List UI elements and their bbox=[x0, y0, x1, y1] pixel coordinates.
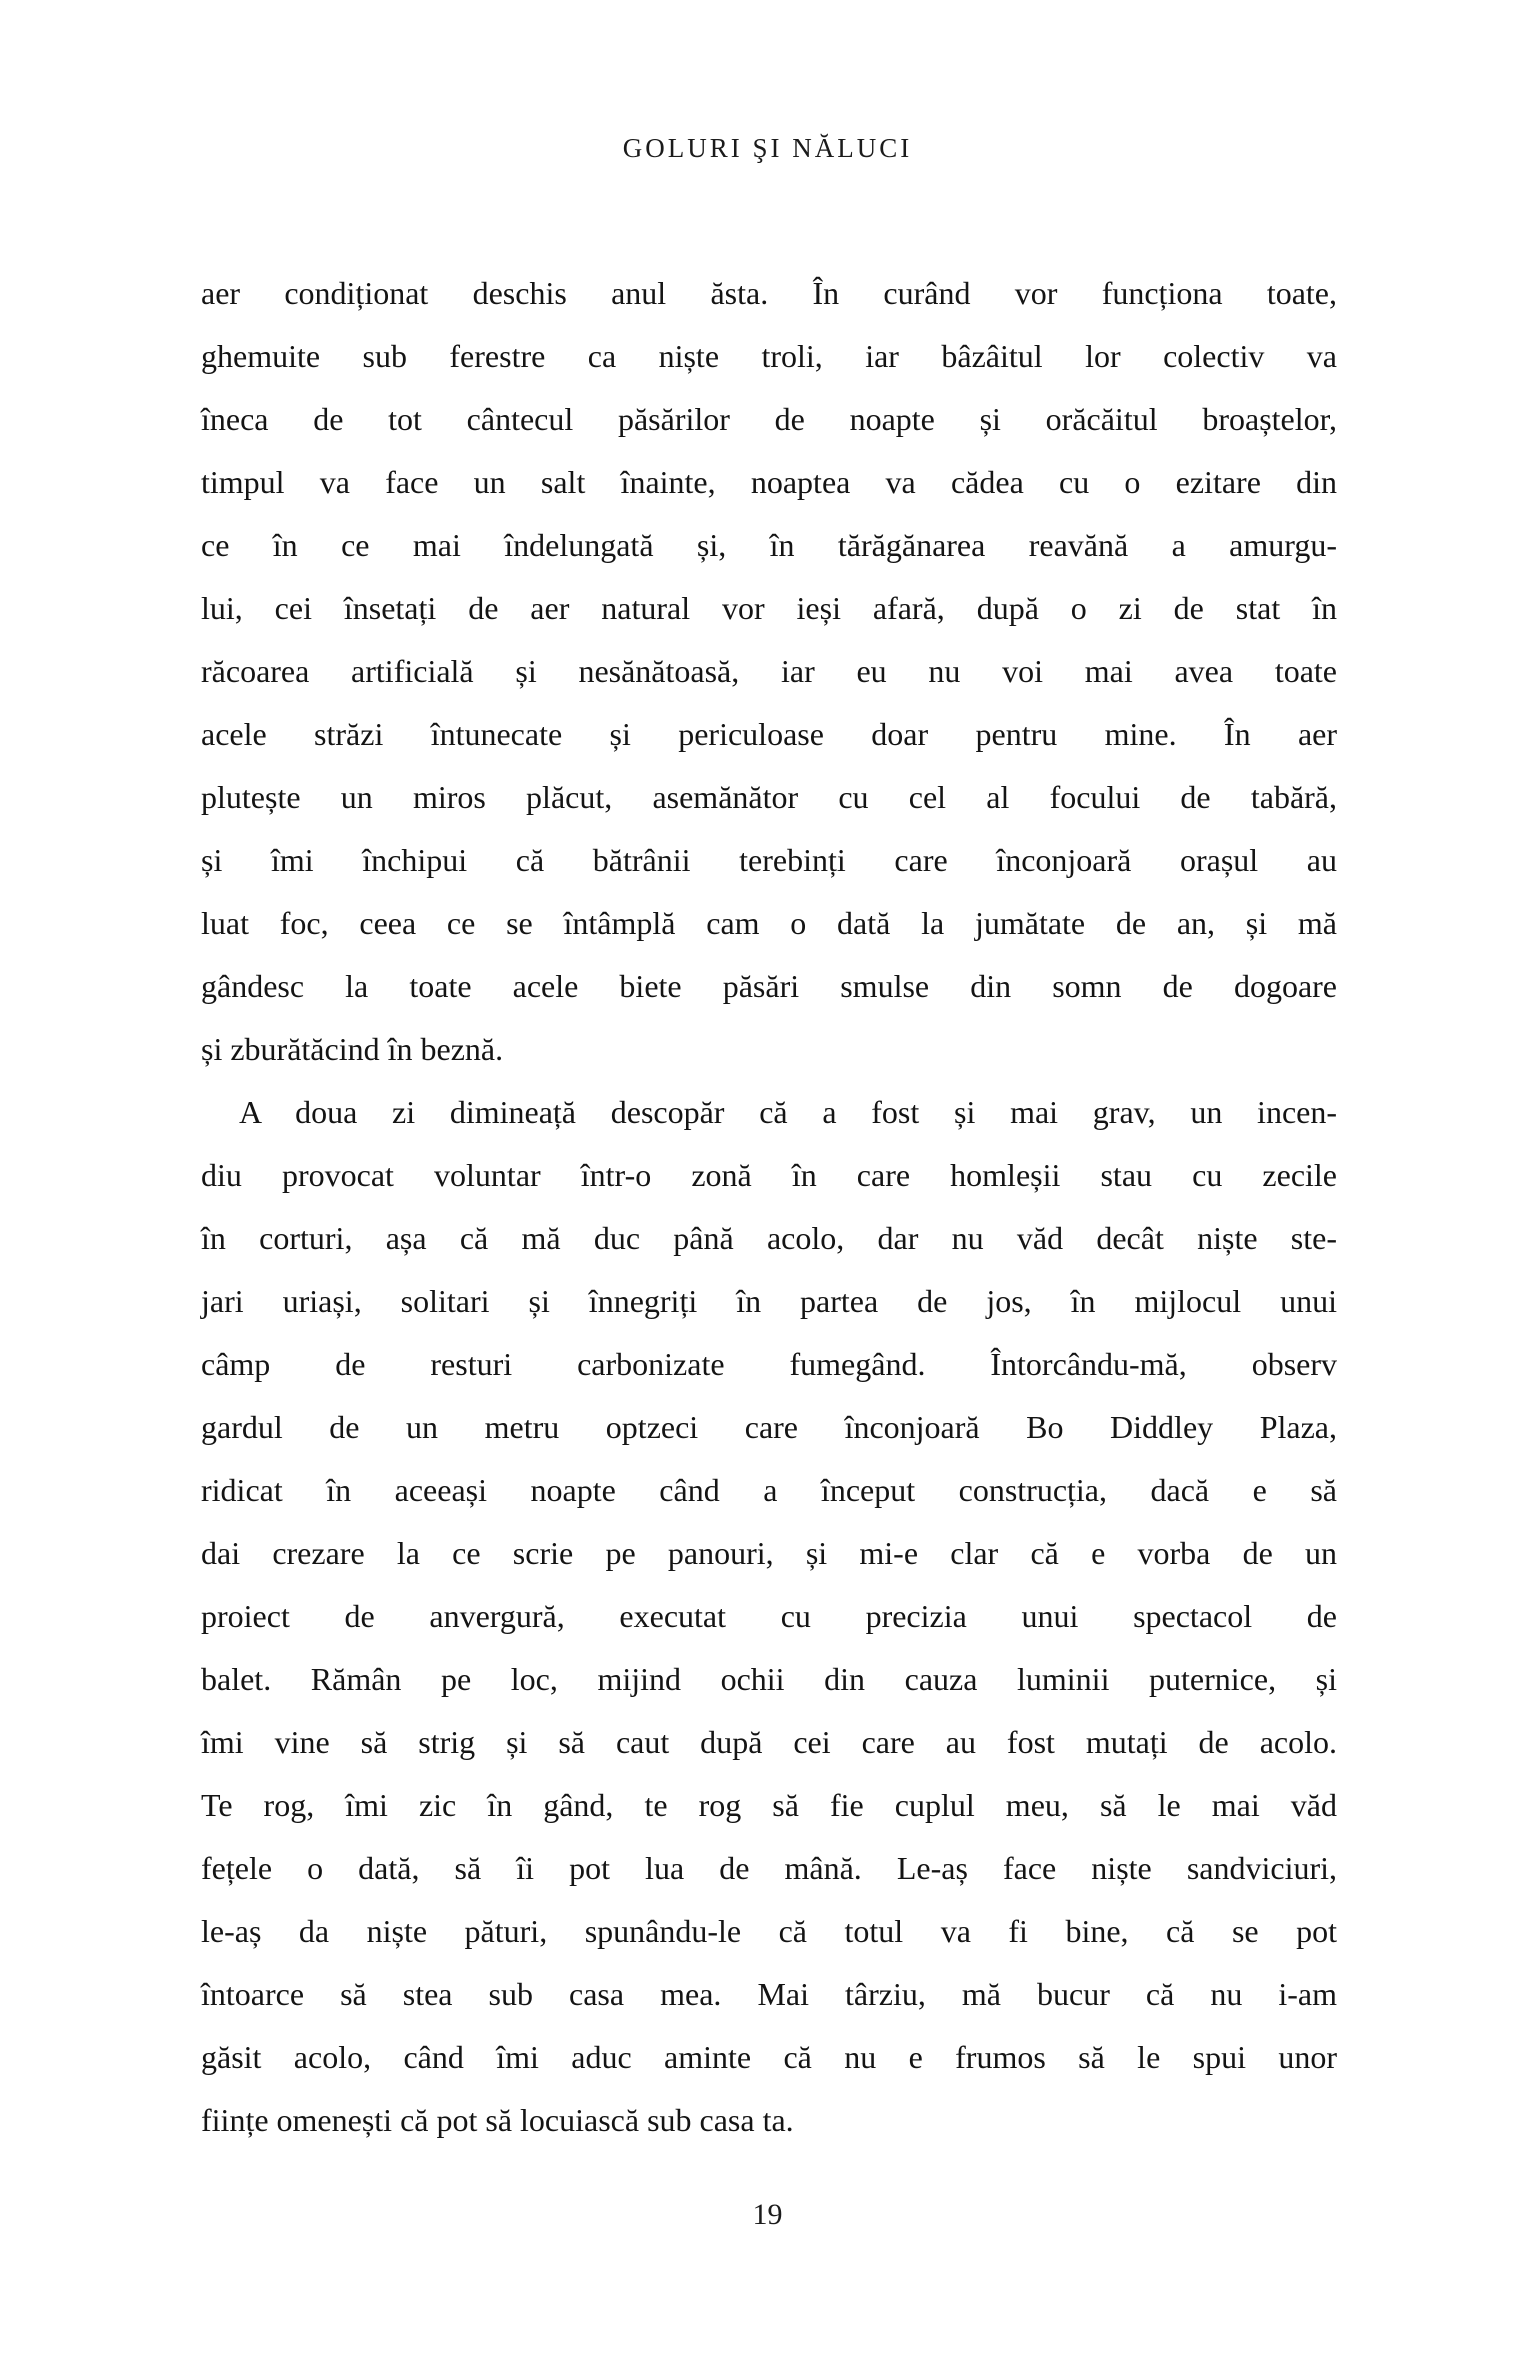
text-line: și zburătăcind în beznă. bbox=[201, 1031, 504, 1067]
text-line: lui, cei însetați de aer natural vor ieși afară, după o zi de stat în bbox=[201, 590, 1337, 626]
text-line: proiect de anvergură, executat cu precizia unui spectacol de bbox=[201, 1598, 1337, 1634]
text-line: A doua zi dimineață descopăr că a fost și mai grav, un incen- bbox=[239, 1094, 1337, 1130]
text-line: ghemuite sub ferestre ca niște troli, iar bâzâitul lor colectiv va bbox=[201, 338, 1337, 374]
body-text bbox=[201, 262, 1337, 2152]
paragraph bbox=[201, 262, 1337, 1081]
text-line: balet. Rămân pe loc, mijind ochii din cauza luminii puternice, și bbox=[201, 1661, 1337, 1697]
text-line: diu provocat voluntar într-o zonă în care homleșii stau cu zecile bbox=[201, 1157, 1337, 1193]
text-line: și îmi închipui că bătrânii terebinți care înconjoară orașul au bbox=[201, 842, 1337, 878]
text-line: gardul de un metru optzeci care înconjoară Bo Diddley Plaza, bbox=[201, 1409, 1337, 1445]
text-line: îmi vine să strig și să caut după cei care au fost mutați de acolo. bbox=[201, 1724, 1337, 1760]
text-line: fețele o dată, să îi pot lua de mână. Le-aș face niște sandviciuri, bbox=[201, 1850, 1337, 1886]
text-line: dai crezare la ce scrie pe panouri, și mi-e clar că e vorba de un bbox=[201, 1535, 1337, 1571]
text-line: acele străzi întunecate și periculoase doar pentru mine. În aer bbox=[201, 716, 1337, 752]
text-line: îneca de tot cântecul păsărilor de noapte și orăcăitul broaștelor, bbox=[201, 401, 1337, 437]
text-line: găsit acolo, când îmi aduc aminte că nu e frumos să le spui unor bbox=[201, 2039, 1337, 2075]
text-line: le-aș da niște pături, spunându-le că totul va fi bine, că se pot bbox=[201, 1913, 1337, 1949]
text-line: ridicat în aceeași noapte când a început construcția, dacă e să bbox=[201, 1472, 1337, 1508]
text-line: luat foc, ceea ce se întâmplă cam o dată la jumătate de an, și mă bbox=[201, 905, 1337, 941]
text-line: gândesc la toate acele biete păsări smulse din somn de dogoare bbox=[201, 968, 1337, 1004]
text-line: Te rog, îmi zic în gând, te rog să fie cuplul meu, să le mai văd bbox=[201, 1787, 1337, 1823]
text-line: aer condiționat deschis anul ăsta. În curând vor funcționa toate, bbox=[201, 275, 1337, 311]
text-line: ființe omenești că pot să locuiască sub casa ta. bbox=[201, 2102, 794, 2138]
paragraph bbox=[201, 1081, 1337, 2152]
text-line: răcoarea artificială și nesănătoasă, iar eu nu voi mai avea toate bbox=[201, 653, 1337, 689]
text-line: jari uriași, solitari și înnegriți în partea de jos, în mijlocul unui bbox=[201, 1283, 1337, 1319]
text-line: plutește un miros plăcut, asemănător cu cel al focului de tabără, bbox=[201, 779, 1337, 815]
text-line: în corturi, așa că mă duc până acolo, dar nu văd decât niște ste- bbox=[201, 1220, 1337, 1256]
text-line: câmp de resturi carbonizate fumegând. Întorcându-mă, observ bbox=[201, 1346, 1337, 1382]
text-line: timpul va face un salt înainte, noaptea va cădea cu o ezitare din bbox=[201, 464, 1337, 500]
page-number: 19 bbox=[752, 2198, 783, 2231]
text-line: întoarce să stea sub casa mea. Mai târziu, mă bucur că nu i-am bbox=[201, 1976, 1337, 2012]
running-header: GOLURI ŞI NĂLUCI bbox=[622, 133, 913, 163]
text-line: ce în ce mai îndelungată și, în tărăgănarea reavănă a amurgu- bbox=[201, 527, 1337, 563]
